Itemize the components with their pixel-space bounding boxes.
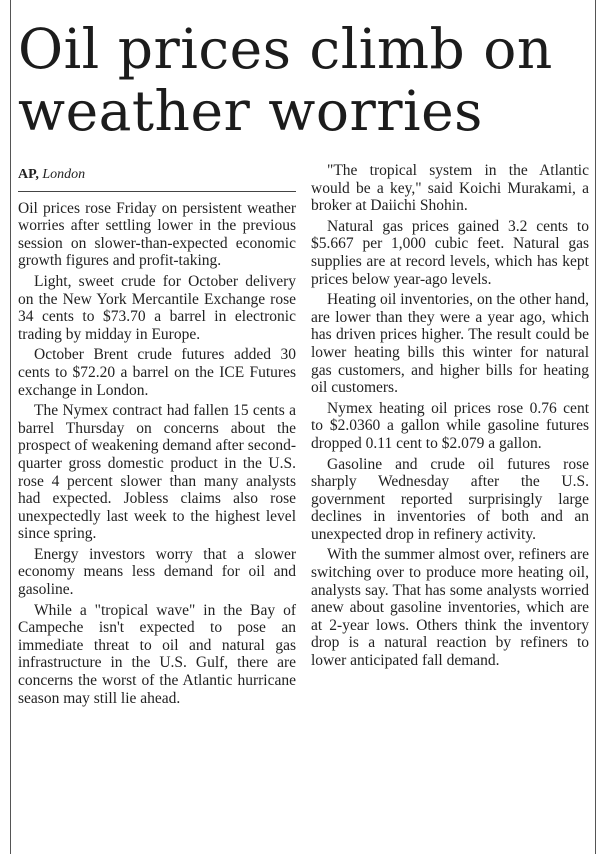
paragraph: Oil prices rose Friday on persistent weather worries after settling lower in the previous session on slower-than-expected economic growth figures and profit-taking. [18, 199, 296, 270]
paragraph: Natural gas prices gained 3.2 cents to $5.667 per 1,000 cubic feet. Natural gas supplies are at record levels, which has kept prices below year-ago levels. [311, 217, 589, 288]
paragraph: Gasoline and crude oil futures rose sharply Wednesday after the U.S. government reported surprisingly large declines in inventories of both and an unexpected drop in refinery activity. [311, 455, 589, 543]
paragraph: With the summer almost over, refiners are switching over to produce more heating oil, analysts say. That has some analysts worried anew about gasoline inventories, which are at 2-year lows. Others think the inventory drop is a natural reaction by refiners to lower anticipated fall demand. [311, 546, 589, 670]
article-column-right [311, 162, 589, 673]
paragraph: "The tropical system in the Atlantic would be a key," said Koichi Murakami, a broker at Daiichi Shohin. [311, 162, 589, 215]
headline: Oil prices climb on weather worries [18, 17, 553, 143]
paragraph: While a "tropical wave" in the Bay of Campeche isn't expected to pose an immediate threat to oil and natural gas infrastructure in the U.S. Gulf, there are concerns the worst of the Atlantic hurricane season may still lie ahead. [18, 601, 296, 707]
dateline [18, 166, 296, 192]
dateline-place: London [42, 167, 86, 182]
paragraph: October Brent crude futures added 30 cents to $72.20 a barrel on the ICE Futures exchange in London. [18, 346, 296, 399]
dateline-agency: AP, [18, 167, 39, 182]
paragraph: Light, sweet crude for October delivery on the New York Mercantile Exchange rose 34 cents to $73.70 a barrel in electronic trading by midday in Europe. [18, 272, 296, 343]
paragraph: Energy investors worry that a slower economy means less demand for oil and gasoline. [18, 545, 296, 599]
paragraph: Nymex heating oil prices rose 0.76 cent to $2.0360 a gallon while gasoline futures dropped 0.11 cent to $2.079 a gallon. [311, 399, 589, 452]
paragraph: The Nymex contract had fallen 15 cents a barrel Thursday on concerns about the prospect of weakening demand after second-quarter gross domestic product in the U.S. rose 4 percent slower than many analysts had expected. Jobless claims also rose unexpectedly last week to the highest level since spring. [18, 402, 296, 543]
paragraph: Heating oil inventories, on the other hand, are lower than they were a year ago, which has driven prices higher. The result could be lower heating bills this winter for natural gas customers, and higher bills for heating oil customers. [311, 291, 589, 397]
article-column-left [18, 166, 296, 710]
